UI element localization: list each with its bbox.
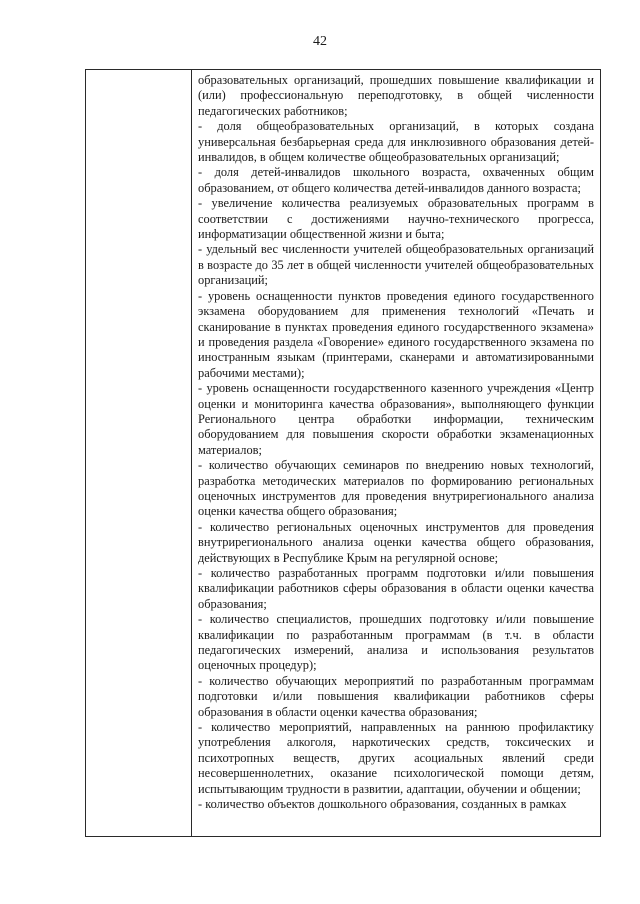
indicator-paragraph: - количество региональных оценочных инструментов для проведения внутрирегионального анализа оценки качества общего образования, действующих в Республике Крым на регулярной основе;: [198, 519, 594, 565]
indicator-paragraph: - уровень оснащенности пунктов проведения единого государственного экзамена оборудованием для применения технологий «Печать и сканирование в пунктах проведения единого государственного экзамена» и проведения раздела «Говорение» единого государственного экзамена по иностранным языкам (принтерами, сканерами и автоматизированными рабочими местами);: [198, 288, 594, 380]
indicator-table: [85, 69, 601, 837]
indicator-paragraph: - доля детей-инвалидов школьного возраста, охваченных общим образованием, от общего количества детей-инвалидов данного возраста;: [198, 165, 594, 195]
indicator-paragraph: - количество обучающих мероприятий по разработанным программам подготовки и/или повышения квалификации работников сферы образования в области оценки качества образования;: [198, 673, 594, 719]
table-row: [86, 70, 601, 837]
indicator-paragraph: - количество специалистов, прошедших подготовку и/или повышение квалификации по разработанным программам (в т.ч. в области педагогических измерений, анализа и использования результатов оценочных процедур);: [198, 612, 594, 673]
left-cell: [86, 70, 192, 837]
indicator-paragraph: - количество объектов дошкольного образования, созданных в рамках: [198, 797, 567, 812]
indicator-paragraph: - количество мероприятий, направленных на раннюю профилактику употребления алкоголя, наркотических средств, токсических и психотропных веществ, других асоциальных явлений среди несовершеннолетних, оказание психологической помощи детям, испытывающим трудности в развитии, адаптации, обучении и общении;: [198, 720, 594, 796]
right-cell: [192, 70, 601, 837]
page-number: 42: [313, 34, 327, 49]
indicator-paragraph: - уровень оснащенности государственного казенного учреждения «Центр оценки и мониторинга качества образования», выполняющего функции Регионального центра обработки информации, техническим оборудованием для повышения скорости обработки экзаменационных материалов;: [198, 381, 594, 457]
indicator-paragraph: - доля общеобразовательных организаций, в которых создана универсальная безбарьерная среда для инклюзивного образования детей-инвалидов, в общем количестве общеобразовательных организаций;: [198, 119, 594, 165]
indicator-paragraph: - увеличение количества реализуемых образовательных программ в соответствии с достижениями научно-технического прогресса, информатизации общественной жизни и быта;: [198, 196, 594, 242]
indicator-paragraph: образовательных организаций, прошедших повышение квалификации и (или) профессиональную переподготовку, в общей численности педагогических работников;: [198, 73, 594, 118]
indicator-paragraph: - количество разработанных программ подготовки и/или повышения квалификации работников сферы образования в области оценки качества образования;: [198, 566, 594, 611]
indicator-paragraph: - удельный вес численности учителей общеобразовательных организаций в возрасте до 35 лет в общей численности учителей общеобразовательных организаций;: [198, 242, 594, 288]
indicator-paragraph: - количество обучающих семинаров по внедрению новых технологий, разработка методических материалов по формированию региональных оценочных инструментов для проведения внутрирегионального анализа оценки качества общего образования;: [198, 458, 594, 519]
indicator-list: [192, 70, 600, 813]
